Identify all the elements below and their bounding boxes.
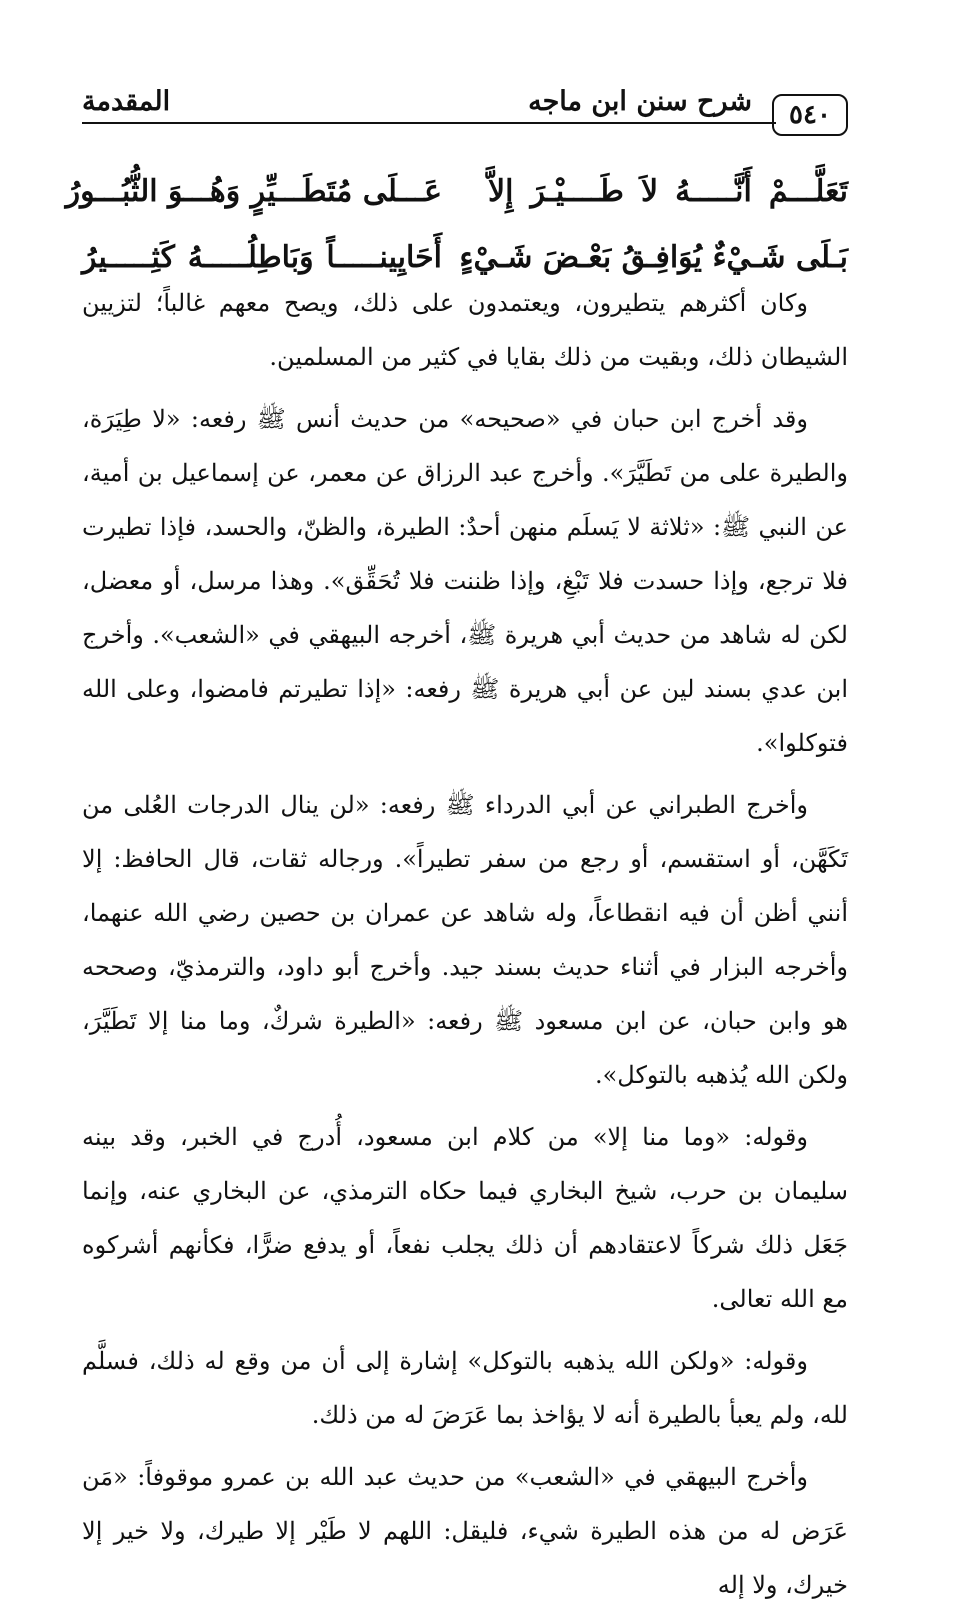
paragraph: وقد أخرج ابن حبان في «صحيحه» من حديث أنس ﷺ رفعه: «لا طِيَرَة، والطيرة على من تَطَيَّرَ». وأخرج عبد الرزاق عن معمر، عن إسماعيل بن أمية، عن النبي ﷺ: «ثلاثة لا يَسلَم منهن أحدٌ: الطيرة، والظنّ، والحسد، فإذا تطيرت فلا ترجع، وإذا حسدت فلا تَبْغِ، وإذا ظننت فلا تُحَقِّق». وهذا مرسل، أو معضل، لكن له شاهد من حديث أبي هريرة ﷺ، أخرجه البيهقي في «الشعب». وأخرج ابن عدي بسند لين عن أبي هريرة ﷺ رفعه: «إذا تطيرتم فامضوا، وعلى الله فتوكلوا».: [82, 405, 849, 757]
paragraph: وقوله: «وما منا إلا» من كلام ابن مسعود، أُدرج في الخبر، وقد بينه سليمان بن حرب، شيخ البخاري فيما حكاه الترمذي، عن البخاري عنه، وإنما جَعَل ذلك شركاً لاعتقادهم أن ذلك يجلب نفعاً، أو يدفع ضرًّا، فكأنهم أشركوه مع الله تعالى.: [82, 1123, 848, 1313]
verse: [65, 158, 848, 224]
verse-second-half: أَحَايِينـــــاً وَبَاطِلُـــــهُ كَثِـــــيرُ: [82, 239, 442, 275]
header-rule: [82, 122, 776, 124]
page-number: ٥٤٠: [772, 94, 848, 136]
paragraph: وأخرج الطبراني عن أبي الدرداء ﷺ رفعه: «لن ينال الدرجات العُلى من تَكَهَّن، أو استقسم، أو رجع من سفر تطيراً». ورجاله ثقات، قال الحافظ: إلا أنني أظن أن فيه انقطاعاً، وله شاهد عن عمران بن حصين رضي الله عنهما، وأخرجه البزار في أثناء حديث بسند جيد. وأخرج أبو داود، والترمذيّ، وصححه هو وابن حبان، عن ابن مسعود ﷺ رفعه: «الطيرة شركٌ، وما منا إلا تَطَيَّرَ، ولكن الله يُذهبه بالتوكل».: [82, 791, 848, 1089]
paragraph: وقوله: «ولكن الله يذهبه بالتوكل» إشارة إلى أن من وقع له ذلك، فسلَّم لله، ولم يعبأ بالطيرة أنه لا يؤاخذ بما عَرَضَ له من ذلك.: [82, 1347, 848, 1429]
poem: [65, 158, 848, 290]
body-text: [82, 276, 848, 1612]
verse-first-half: تَعَلَّـــمْ أَنَّـــــهُ لاَ طَــــيْـرَ إِلاَّ: [488, 173, 848, 209]
paragraph: وكان أكثرهم يتطيرون، ويعتمدون على ذلك، ويصح معهم غالباً؛ لتزيين الشيطان ذلك، وبقيت من ذلك بقايا في كثير من المسلمين.: [82, 289, 848, 371]
section-title: المقدمة: [82, 86, 171, 117]
verse-first-half: بَـلَى شَـيْءٌ يُوَافِـقُ بَعْـضَ شَـيْءٍ: [459, 239, 848, 275]
verse-second-half: عَـــلَى مُتَطَـــيِّرٍ وَهُـــوَ الثُّبُـــورُ: [65, 173, 442, 209]
paragraph: وأخرج البيهقي في «الشعب» من حديث عبد الله بن عمرو موقوفاً: «مَن عَرَض له من هذه الطيرة شيء، فليقل: اللهم لا طَيْر إلا طيرك، ولا خير إلا خيرك، ولا إله: [82, 1463, 848, 1599]
book-title: شرح سنن ابن ماجه: [528, 86, 752, 117]
page-header: [82, 86, 848, 146]
